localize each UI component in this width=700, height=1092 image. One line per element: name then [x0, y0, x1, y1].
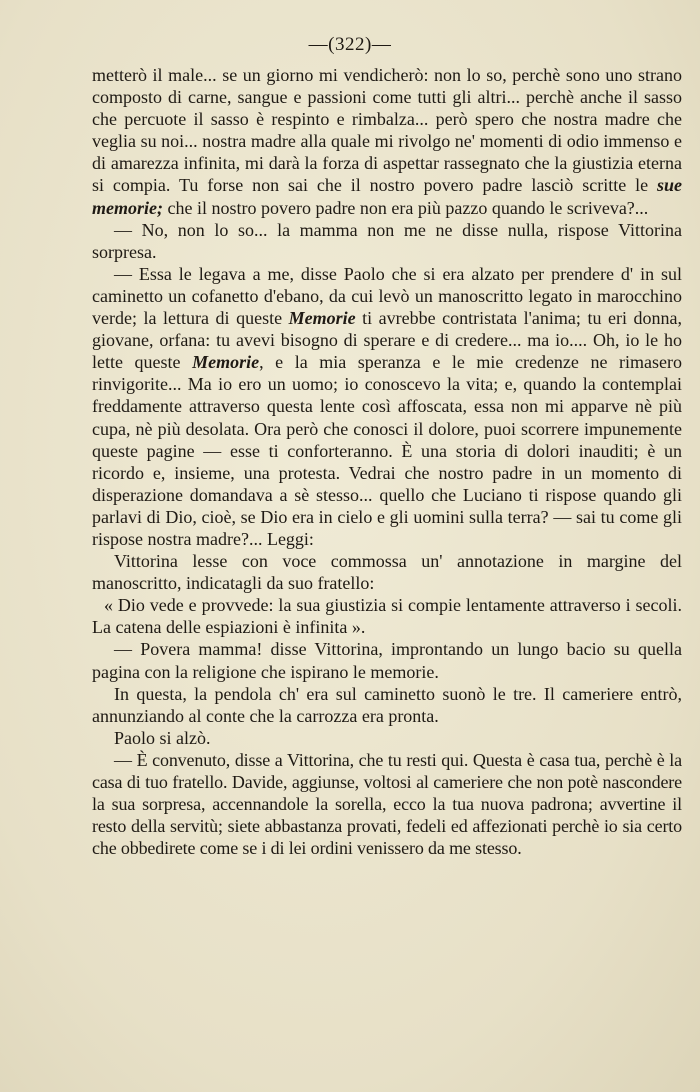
emphasized-text: sue memorie; — [92, 175, 682, 218]
text-run: — È convenuto, disse a Vittorina, che tu resti qui. Questa è casa tua, perchè è la casa di tuo fratello. Davide, aggiunse, voltosi al cameriere che non potè nascondere la sua sorpresa, accennandole la sorella, ecco la tua nuova padrona; avvertine il resto della servitù; siete abbastanza provati, fedeli ed affezionati perchè io sia certo che obbedirete come se i di lei ordini venissero da me stesso. — [92, 749, 682, 859]
text-run: — No, non lo so... la mamma non me ne disse nulla, rispose Vittorina sorpresa. — [92, 219, 682, 262]
text-run: « Dio vede e provvede: la sua giustizia si compie lentamente attraverso i secoli. La catena delle espiazioni è infinita ». — [92, 595, 682, 638]
page-number: —(322)— — [308, 34, 392, 55]
paragraph — [92, 638, 682, 682]
text-run: Paolo si alzò. — [114, 727, 211, 748]
text-run: — Povera mamma! disse Vittorina, improntando un lungo bacio su quella pagina con la religione che ispirano le memorie. — [92, 639, 682, 682]
text-run: ti avrebbe contristata l'anima; tu eri donna, giovane, orfana: tu avevi bisogno di sperare e di credere... ma io.... Oh, io le ho lette queste — [92, 308, 682, 373]
paragraph — [92, 594, 682, 638]
paragraph — [92, 550, 682, 594]
paragraph — [92, 727, 682, 749]
emphasized-text: Memorie — [288, 308, 356, 329]
text-run: — Essa le legava a me, disse Paolo che si era alzato per prendere d' in sul caminetto un cofanetto d'ebano, da cui levò un manoscritto legato in marocchino verde; la lettura di queste — [92, 263, 682, 329]
paragraph — [92, 683, 682, 727]
text-run: In questa, la pendola ch' era sul caminetto suonò le tre. Il cameriere entrò, annunziando al conte che la carrozza era pronta. — [92, 683, 682, 726]
paragraph — [92, 64, 682, 219]
text-run: metterò il male... se un giorno mi vendicherò: non lo so, perchè sono uno strano composto di carne, sangue e passioni come tutti gli altri... perchè anche il sasso che percuote il sasso è respinto e rimbalza... però spero che nostra madre che veglia su noi... nostra madre alla quale mi rivolgo ne' momenti di odio immenso e di amarezza infinita, mi darà la forza di aspettar rassegnato che la giustizia eterna si compia. Tu forse non sai che il nostro povero padre lasciò scritte le — [92, 65, 682, 196]
paragraph — [92, 263, 682, 550]
paragraph — [92, 749, 682, 859]
text-run: , e la mia speranza e le mie credenze ne rimasero rinvigorite... Ma io ero un uomo; io conoscevo la vita; e, quando la contemplai freddamente attraverso questa lente così affoscata, essa non mi apparve nè più cupa, nè più desolata. Ora però che conosci il dolore, puoi scorrere impunemente queste pagine — esse ti conforteranno. È una storia di dolori inauditi; è un ricordo e, insieme, una protesta. Vedrai che nostro padre in un momento di disperazione domandava a sè stesso... quello che Luciano ti rispose quando gli parlavi di Dio, cioè, se Dio era in cielo e gli uomini sulla terra? — sai tu come gli rispose nostra madre?... Leggi: — [92, 352, 682, 549]
emphasized-text: Memorie — [192, 352, 260, 373]
text-run: Vittorina lesse con voce commossa un' annotazione in margine del manoscritto, indicatagli da suo fratello: — [92, 551, 682, 594]
text-run: che il nostro povero padre non era più pazzo quando le scriveva?... — [162, 197, 649, 218]
paragraph — [92, 219, 682, 263]
body-text — [92, 64, 682, 859]
